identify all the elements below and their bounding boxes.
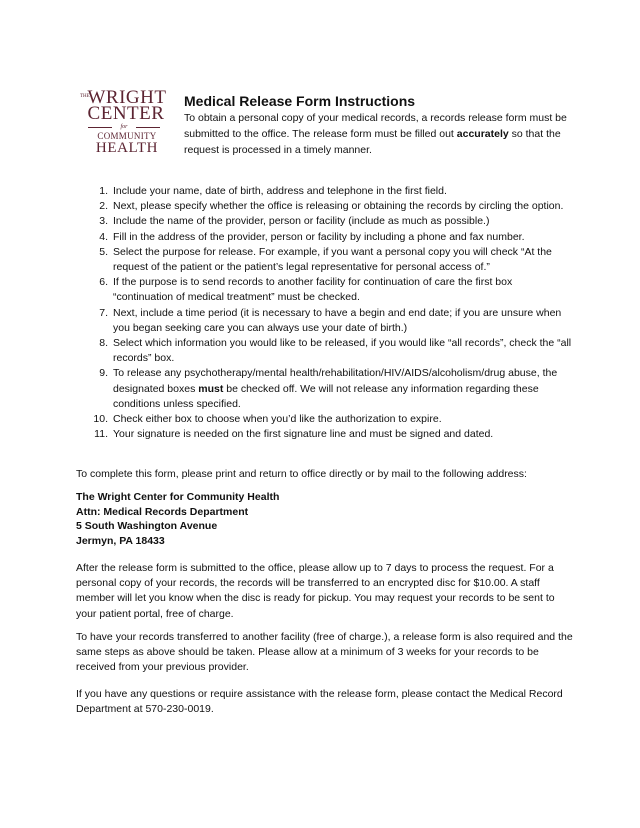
item-text: Check either box to choose when you’d like the authorization to expire. bbox=[113, 413, 442, 426]
item-number: 1. bbox=[99, 185, 108, 197]
list-item bbox=[76, 412, 574, 427]
logo-wright: WRIGHT bbox=[87, 87, 167, 108]
logo-health: HEALTH bbox=[95, 140, 159, 156]
item-number: 7. bbox=[99, 306, 108, 319]
list-item bbox=[76, 214, 574, 229]
logo-center: CENTER bbox=[87, 103, 165, 124]
item-text-end: be checked off. We will not release any information regarding these conditions unless specified. bbox=[113, 382, 539, 410]
item-text: Next, please specify whether the office is releasing or obtaining the records by circling the option. bbox=[113, 200, 564, 213]
list-item bbox=[76, 184, 574, 199]
instruction-list bbox=[76, 184, 574, 442]
list-item bbox=[76, 199, 574, 214]
complete-instructions: To complete this form, please print and return to office directly or by mail to the following address: bbox=[76, 468, 527, 480]
page-title: Medical Release Form Instructions bbox=[184, 93, 416, 109]
item-text: Next, include a time period (it is necessary to have a begin and end date; if you are unsure when you began seeking care you can always use your date of birth.) bbox=[113, 306, 562, 334]
list-item bbox=[76, 366, 574, 412]
item-text: Include your name, date of birth, address and telephone in the first field. bbox=[113, 185, 447, 197]
contact-paragraph: If you have any questions or require assistance with the release form, please contact the Medical Record Department at 570-230-0019. bbox=[76, 688, 563, 716]
intro-emphasis: accurately bbox=[456, 128, 509, 140]
address-line-1: The Wright Center for Community Health bbox=[76, 491, 280, 503]
item-number: 9. bbox=[99, 367, 108, 380]
item-number: 4. bbox=[99, 230, 108, 243]
item-emphasis: must bbox=[198, 382, 224, 395]
logo-rule-left bbox=[88, 127, 112, 128]
processing-paragraph: After the release form is submitted to the office, please allow up to 7 days to process the request. For a personal copy of your records, the records will be transferred to an encrypted disc for $10.00. A staff member will let you know when the disc is ready for pickup. You may request your records to be sent to your patient portal, free of charge. bbox=[76, 562, 555, 620]
address-line-3: 5 South Washington Avenue bbox=[76, 520, 218, 532]
logo-rule-right bbox=[136, 127, 160, 128]
item-text: If the purpose is to send records to another facility for continuation of care the first box “continuation of medical treatment” must be checked. bbox=[113, 276, 513, 304]
item-text: Fill in the address of the provider, person or facility by including a phone and fax number. bbox=[113, 230, 525, 243]
item-text: Select the purpose for release. For example, if you want a personal copy you will check “At the request of the patient or the patient’s legal representative for personal access of.” bbox=[113, 245, 552, 274]
logo-for: for bbox=[120, 124, 128, 130]
item-number: 3. bbox=[99, 215, 108, 228]
address-line-2: Attn: Medical Records Department bbox=[76, 505, 249, 518]
transfer-paragraph: To have your records transferred to another facility (free of charge.), a release form is also required and the same steps as above should be taken. Please allow at a minimum of 3 weeks for your records to be received from your previous provider. bbox=[76, 631, 573, 674]
address-line-4: Jermyn, PA 18433 bbox=[76, 534, 165, 547]
logo-the: THE bbox=[80, 94, 90, 99]
list-item bbox=[76, 245, 574, 275]
list-item bbox=[76, 230, 574, 245]
wright-center-logo bbox=[78, 88, 170, 160]
intro-paragraph bbox=[184, 110, 584, 158]
item-text: Your signature is needed on the first signature line and must be signed and dated. bbox=[113, 428, 494, 441]
item-number: 8. bbox=[99, 337, 108, 350]
intro-text-end: so that the request is processed in a timely manner. bbox=[184, 128, 561, 156]
item-number: 10. bbox=[93, 413, 108, 426]
item-text: Include the name of the provider, person or facility (include as much as possible.) bbox=[113, 215, 490, 228]
mailing-address bbox=[76, 490, 279, 548]
list-item bbox=[76, 427, 574, 442]
list-item bbox=[76, 306, 574, 336]
item-text-start: To release any psychotherapy/mental health/rehabilitation/HIV/AIDS/alcoholism/drug abuse, the designated boxes bbox=[113, 367, 558, 395]
item-number: 11. bbox=[94, 428, 108, 441]
item-number: 6. bbox=[99, 276, 108, 289]
item-number: 2. bbox=[99, 200, 108, 213]
list-item bbox=[76, 275, 574, 305]
list-item bbox=[76, 336, 574, 366]
intro-text-start: To obtain a personal copy of your medical records, a records release form must be submitted to the office. The release form must be filled out bbox=[184, 112, 567, 140]
item-text: Select which information you would like to be released, if you would like “all records”, check the “all records” box. bbox=[113, 337, 572, 365]
logo-community: COMMUNITY bbox=[97, 131, 157, 141]
item-number: 5. bbox=[99, 245, 108, 258]
